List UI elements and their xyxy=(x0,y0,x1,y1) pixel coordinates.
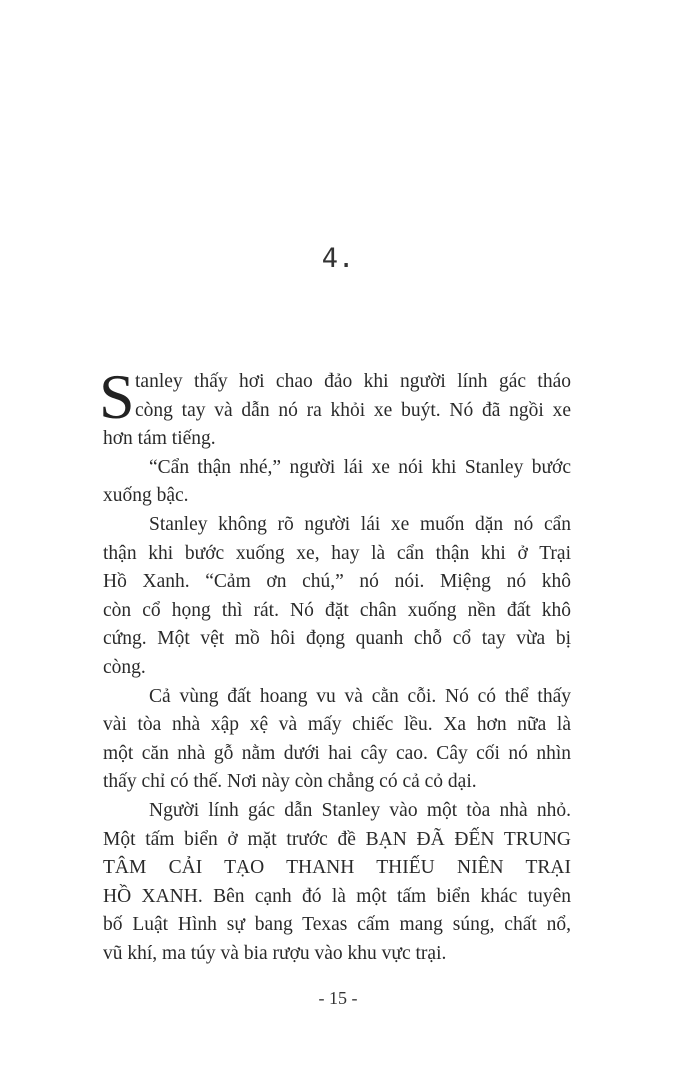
text-line: Stanley không rõ người lái xe muốn dặn nó cẩn xyxy=(149,513,571,535)
drop-cap: S xyxy=(99,361,135,432)
text-line: bố Luật Hình sự bang Texas cấm mang súng, chất nổ, xyxy=(103,914,571,936)
text-line: HỒ XANH. Bên cạnh đó là một tấm biển khác tuyên xyxy=(103,885,571,907)
text-line: xuống bậc. xyxy=(103,485,189,507)
text-line: hơn tám tiếng. xyxy=(103,428,216,450)
text-line: vũ khí, ma túy và bia rượu vào khu vực trại. xyxy=(103,942,447,964)
text-line: thấy chỉ có thế. Nơi này còn chẳng có cả cỏ dại. xyxy=(103,771,477,793)
page-number: - 15 - xyxy=(318,988,358,1008)
text-line: TÂM CẢI TẠO THANH THIẾU NIÊN TRẠI xyxy=(103,857,571,879)
text-line: thận khi bước xuống xe, hay là cẩn thận khi ở Trại xyxy=(103,542,571,564)
text-line: tanley thấy hơi chao đảo khi người lính gác tháo xyxy=(135,371,571,392)
text-line: “Cẩn thận nhé,” người lái xe nói khi Stanley bước xyxy=(149,456,571,478)
text-line: Cả vùng đất hoang vu và cằn cỗi. Nó có thể thấy xyxy=(149,685,571,707)
text-line: còng. xyxy=(103,656,146,678)
chapter-heading: 4. xyxy=(321,243,355,274)
text-line: còn cổ họng thì rát. Nó đặt chân xuống nền đất khô xyxy=(103,599,571,621)
text-line: Người lính gác dẫn Stanley vào một tòa nhà nhỏ. xyxy=(149,799,571,821)
text-line: Một tấm biển ở mặt trước đề BẠN ĐÃ ĐẾN TRUNG xyxy=(103,828,571,850)
text-line: một căn nhà gỗ nằm dưới hai cây cao. Cây cối nó nhìn xyxy=(103,742,571,764)
text-line: Hồ Xanh. “Cảm ơn chú,” nó nói. Miệng nó khô xyxy=(103,571,571,593)
text-line: còng tay và dẫn nó ra khỏi xe buýt. Nó đã ngồi xe xyxy=(135,399,571,421)
text-line: cứng. Một vệt mồ hôi đọng quanh chỗ cổ tay vừa bị xyxy=(103,628,571,650)
body-text xyxy=(99,361,571,968)
text-line: vài tòa nhà xập xệ và mấy chiếc lều. Xa hơn nữa là xyxy=(103,714,571,736)
